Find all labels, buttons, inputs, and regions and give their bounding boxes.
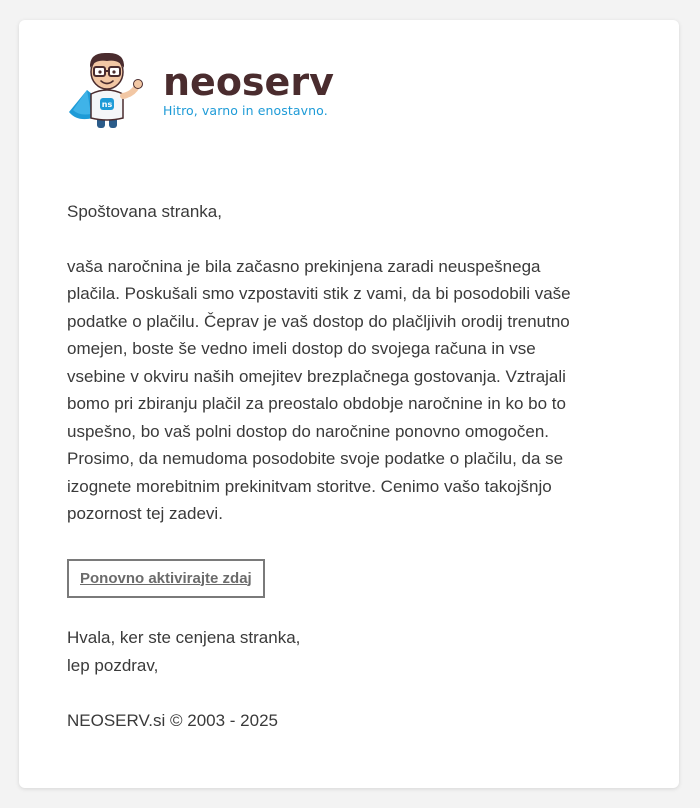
greeting-text: Spoštovana stranka, — [67, 202, 222, 221]
body-paragraph: vaša naročnina je bila začasno prekinjena zaradi neuspešnega plačila. Poskušali smo vzpostaviti stik z vami, da bi posodobili vaše podatke o plačilu. Čeprav je vaš dostop do plačljivih orodij trenutno omejen, boste še vedno imeli dostop do svojega računa in vse vsebine v okviru naših omejitev brezplačnega gostovanja. Vztrajali bomo pri zbiranju plačil za preostalo obdobje naročnine in ko bo to uspešno, bo vaš polni dostop do naročnine ponovno omogočen. Prosimo, da nemudoma posodobite svoje podatke o plačilu, da se izognete morebitnim prekinitvam storitve. Cenimo vašo takojšnjo pozornost tej zadevi. — [67, 256, 571, 523]
mascot-badge-text: ns — [101, 100, 113, 109]
closing-block — [67, 624, 577, 680]
closing-thanks-text: Hvala, ker ste cenjena stranka, — [67, 627, 301, 647]
brand-tagline: Hitro, varno in enostavno. — [163, 102, 328, 118]
brand-logo[interactable] — [67, 48, 334, 132]
brand-text — [163, 59, 334, 118]
email-content — [67, 196, 577, 734]
closing-regards-text: lep pozdrav, — [67, 655, 159, 675]
mascot-logo-icon — [67, 48, 151, 132]
brand-name: neoserv — [163, 59, 334, 104]
email-card — [19, 20, 679, 788]
reactivate-button[interactable]: Ponovno aktivirajte zdaj — [67, 559, 265, 598]
footer-copyright: NEOSERV.si © 2003 - 2025 — [67, 710, 278, 730]
